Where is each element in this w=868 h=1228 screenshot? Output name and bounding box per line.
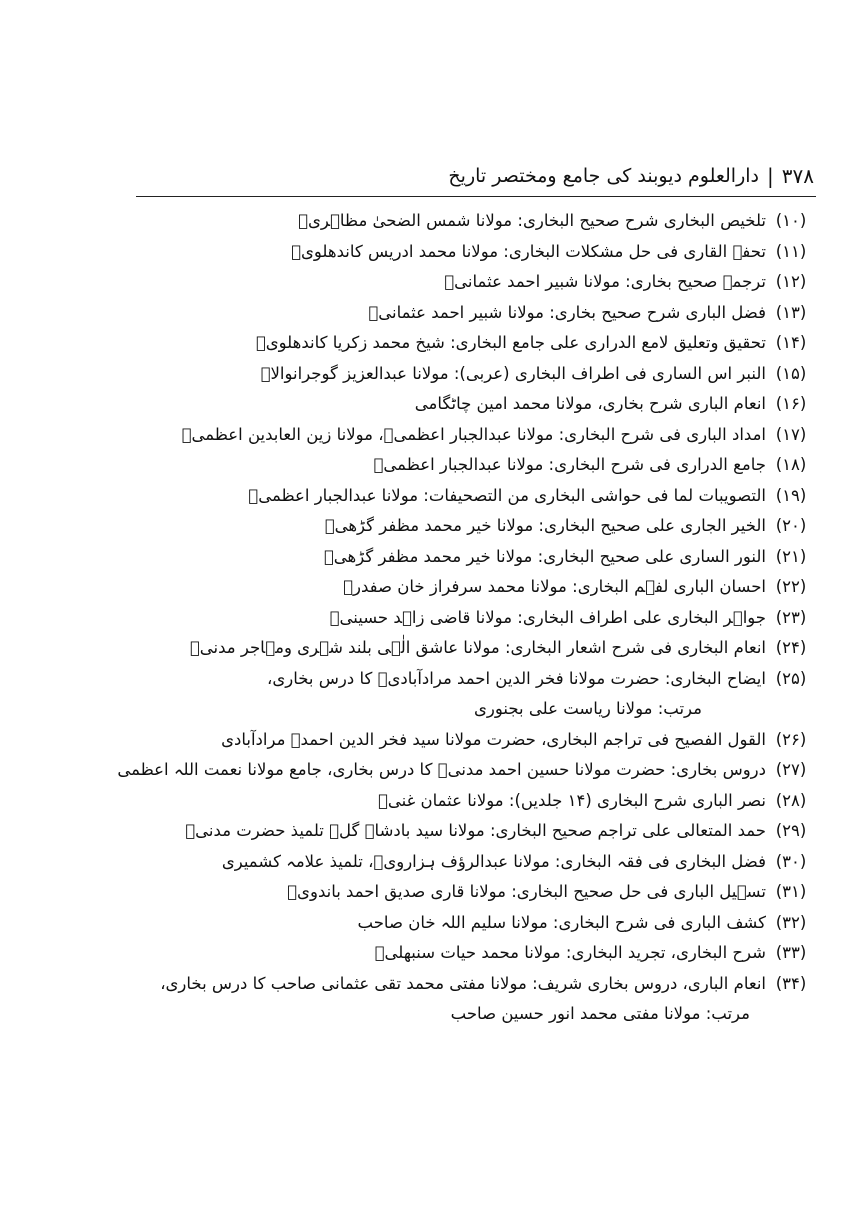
item-number: (۱۲) xyxy=(775,272,807,291)
item-number: (۱۶) xyxy=(775,394,807,413)
item-number: (۲۳) xyxy=(775,607,807,627)
item-number: (۲۷) xyxy=(775,760,807,779)
item-text: القول الفصیح فی تراجم البخاری، حضرت مولانا سید فخر الدین احمدؒ مرادآبادی xyxy=(221,729,766,749)
item-text: ترجمہ صحیح بخاری: مولانا شبیر احمد عثمانیؒ xyxy=(444,272,766,291)
item-number: (۲۰) xyxy=(775,516,807,535)
list-item xyxy=(108,420,808,451)
item-text: مرتب: مولانا مفتی محمد انور حسین صاحب xyxy=(450,1004,750,1023)
item-text: جواہر البخاری علی اطراف البخاری: مولانا قاضی زاہد حسینیؒ xyxy=(329,607,766,627)
item-number: (۳۴) xyxy=(775,973,807,993)
page-number: ۳۷۸ xyxy=(781,164,814,188)
item-number: (۳۰) xyxy=(775,851,807,871)
item-text: شرح البخاری، تجرید البخاری: مولانا محمد حیات سنبھلیؒ xyxy=(374,943,766,962)
list-item xyxy=(108,725,808,756)
item-number: (۱۵) xyxy=(775,363,807,383)
list-item xyxy=(108,359,808,390)
item-text: التصویبات لما فی حواشی البخاری من التصحیفات: مولانا عبدالجبار اعظمیؒ xyxy=(248,485,766,505)
commentary-list xyxy=(108,206,808,1030)
item-number: (۲۹) xyxy=(775,821,807,840)
list-item xyxy=(108,633,808,664)
list-item xyxy=(108,389,808,420)
list-item xyxy=(108,267,808,298)
list-item xyxy=(108,786,808,817)
item-text: حمد المتعالی علی تراجم صحیح البخاری: مولانا سید بادشاہ گلؒ تلمیذ حضرت مدنیؒ xyxy=(185,821,766,840)
item-text: تلخیص البخاری شرح صحیح البخاری: مولانا شمس الضحیٰ مظاہریؒ xyxy=(298,211,766,230)
list-item xyxy=(108,603,808,634)
item-text: تحقیق وتعلیق لامع الدراری علی جامع البخاری: شیخ محمد زکریا کاندھلویؒ xyxy=(255,333,766,352)
item-number: (۱۳) xyxy=(775,302,807,322)
item-number: (۱۱) xyxy=(775,241,807,261)
item-text: فضل البخاری فی فقہ البخاری: مولانا عبدالرؤف ہزارویؒ، تلمیذ علامہ کشمیری xyxy=(221,851,766,871)
item-text: فضل الباری شرح صحیح بخاری: مولانا شبیر احمد عثمانیؒ xyxy=(368,302,766,322)
list-item xyxy=(108,206,808,237)
item-text: انعام الباری، دروس بخاری شریف: مولانا مفتی محمد تقی عثمانی صاحب کا درس بخاری، xyxy=(160,973,766,993)
header-rule xyxy=(136,196,816,197)
item-number: (۱۴) xyxy=(775,333,807,352)
item-number: (۲۲) xyxy=(775,577,807,596)
item-number: (۱۸) xyxy=(775,455,807,474)
list-item xyxy=(108,237,808,268)
item-text: ایضاح البخاری: حضرت مولانا فخر الدین احمد مرادآبادیؒ کا درس بخاری، xyxy=(267,668,766,688)
item-text: انعام البخاری فی شرح اشعار البخاری: مولانا عاشق الٰہی بلند شہری ومہاجر مدنیؒ xyxy=(189,638,766,657)
running-header xyxy=(448,158,814,194)
list-item xyxy=(108,908,808,939)
book-title: دارالعلوم دیوبند کی جامع ومختصر تاریخ xyxy=(448,165,760,187)
item-text: النبر اس الساری فی اطراف البخاری (عربی): مولانا عبدالعزیز گوجرانوالاؒ xyxy=(260,363,766,383)
list-item xyxy=(108,542,808,573)
list-item xyxy=(108,572,808,603)
item-number: (۱۰) xyxy=(775,211,807,230)
item-number: (۱۷) xyxy=(775,424,807,444)
item-number: (۲۱) xyxy=(775,546,807,566)
item-number: (۳۳) xyxy=(775,943,807,962)
item-text: نصر الباری شرح البخاری (۱۴ جلدیں): مولانا عثمان غنیؒ xyxy=(377,790,766,810)
list-item xyxy=(108,328,808,359)
header-separator: | xyxy=(767,164,774,188)
list-item xyxy=(108,511,808,542)
list-item xyxy=(108,481,808,512)
list-item xyxy=(108,450,808,481)
list-item xyxy=(108,816,808,847)
list-item xyxy=(108,877,808,908)
item-text: الخیر الجاری علی صحیح البخاری: مولانا خیر محمد مظفر گڑھیؒ xyxy=(324,516,766,535)
item-number: (۲۶) xyxy=(775,729,807,749)
list-item-continuation xyxy=(108,694,808,725)
list-item xyxy=(108,938,808,969)
list-item xyxy=(108,664,808,695)
list-item xyxy=(108,298,808,329)
item-text: امداد الباری فی شرح البخاری: مولانا عبدالجبار اعظمیؒ، مولانا زین العابدین اعظمیؒ xyxy=(181,424,766,444)
item-text: کشف الباری فی شرح البخاری: مولانا سلیم اللہ خان صاحب xyxy=(357,912,766,932)
item-text: دروس بخاری: حضرت مولانا حسین احمد مدنیؒ کا درس بخاری، جامع مولانا نعمت اللہ اعظمی xyxy=(117,760,766,779)
item-text: النور الساری علی صحیح البخاری: مولانا خیر محمد مظفر گڑھیؒ xyxy=(323,546,766,566)
item-number: (۳۲) xyxy=(775,912,807,932)
item-text: تحفۃ القاری فی حل مشکلات البخاری: مولانا محمد ادریس کاندھلویؒ xyxy=(291,241,766,261)
item-number: (۲۴) xyxy=(775,638,807,657)
item-number: (۳۱) xyxy=(775,882,807,901)
list-item-continuation xyxy=(108,999,808,1030)
item-text: تسہیل الباری فی حل صحیح البخاری: مولانا قاری صدیق احمد باندویؒ xyxy=(287,882,766,901)
item-text: احسان الباری لفہم البخاری: مولانا محمد سرفراز خان صفدرؒ xyxy=(343,577,766,596)
list-item xyxy=(108,755,808,786)
item-number: (۲۸) xyxy=(775,790,807,810)
item-text: مرتب: مولانا ریاست علی بجنوری xyxy=(474,699,702,718)
list-item xyxy=(108,847,808,878)
list-item xyxy=(108,969,808,1000)
item-text: انعام الباری شرح بخاری، مولانا محمد امین چاٹگامی xyxy=(414,394,766,413)
item-number: (۲۵) xyxy=(775,668,807,688)
item-number: (۱۹) xyxy=(775,485,807,505)
item-text: جامع الدراری فی شرح البخاری: مولانا عبدالجبار اعظمیؒ xyxy=(373,455,766,474)
